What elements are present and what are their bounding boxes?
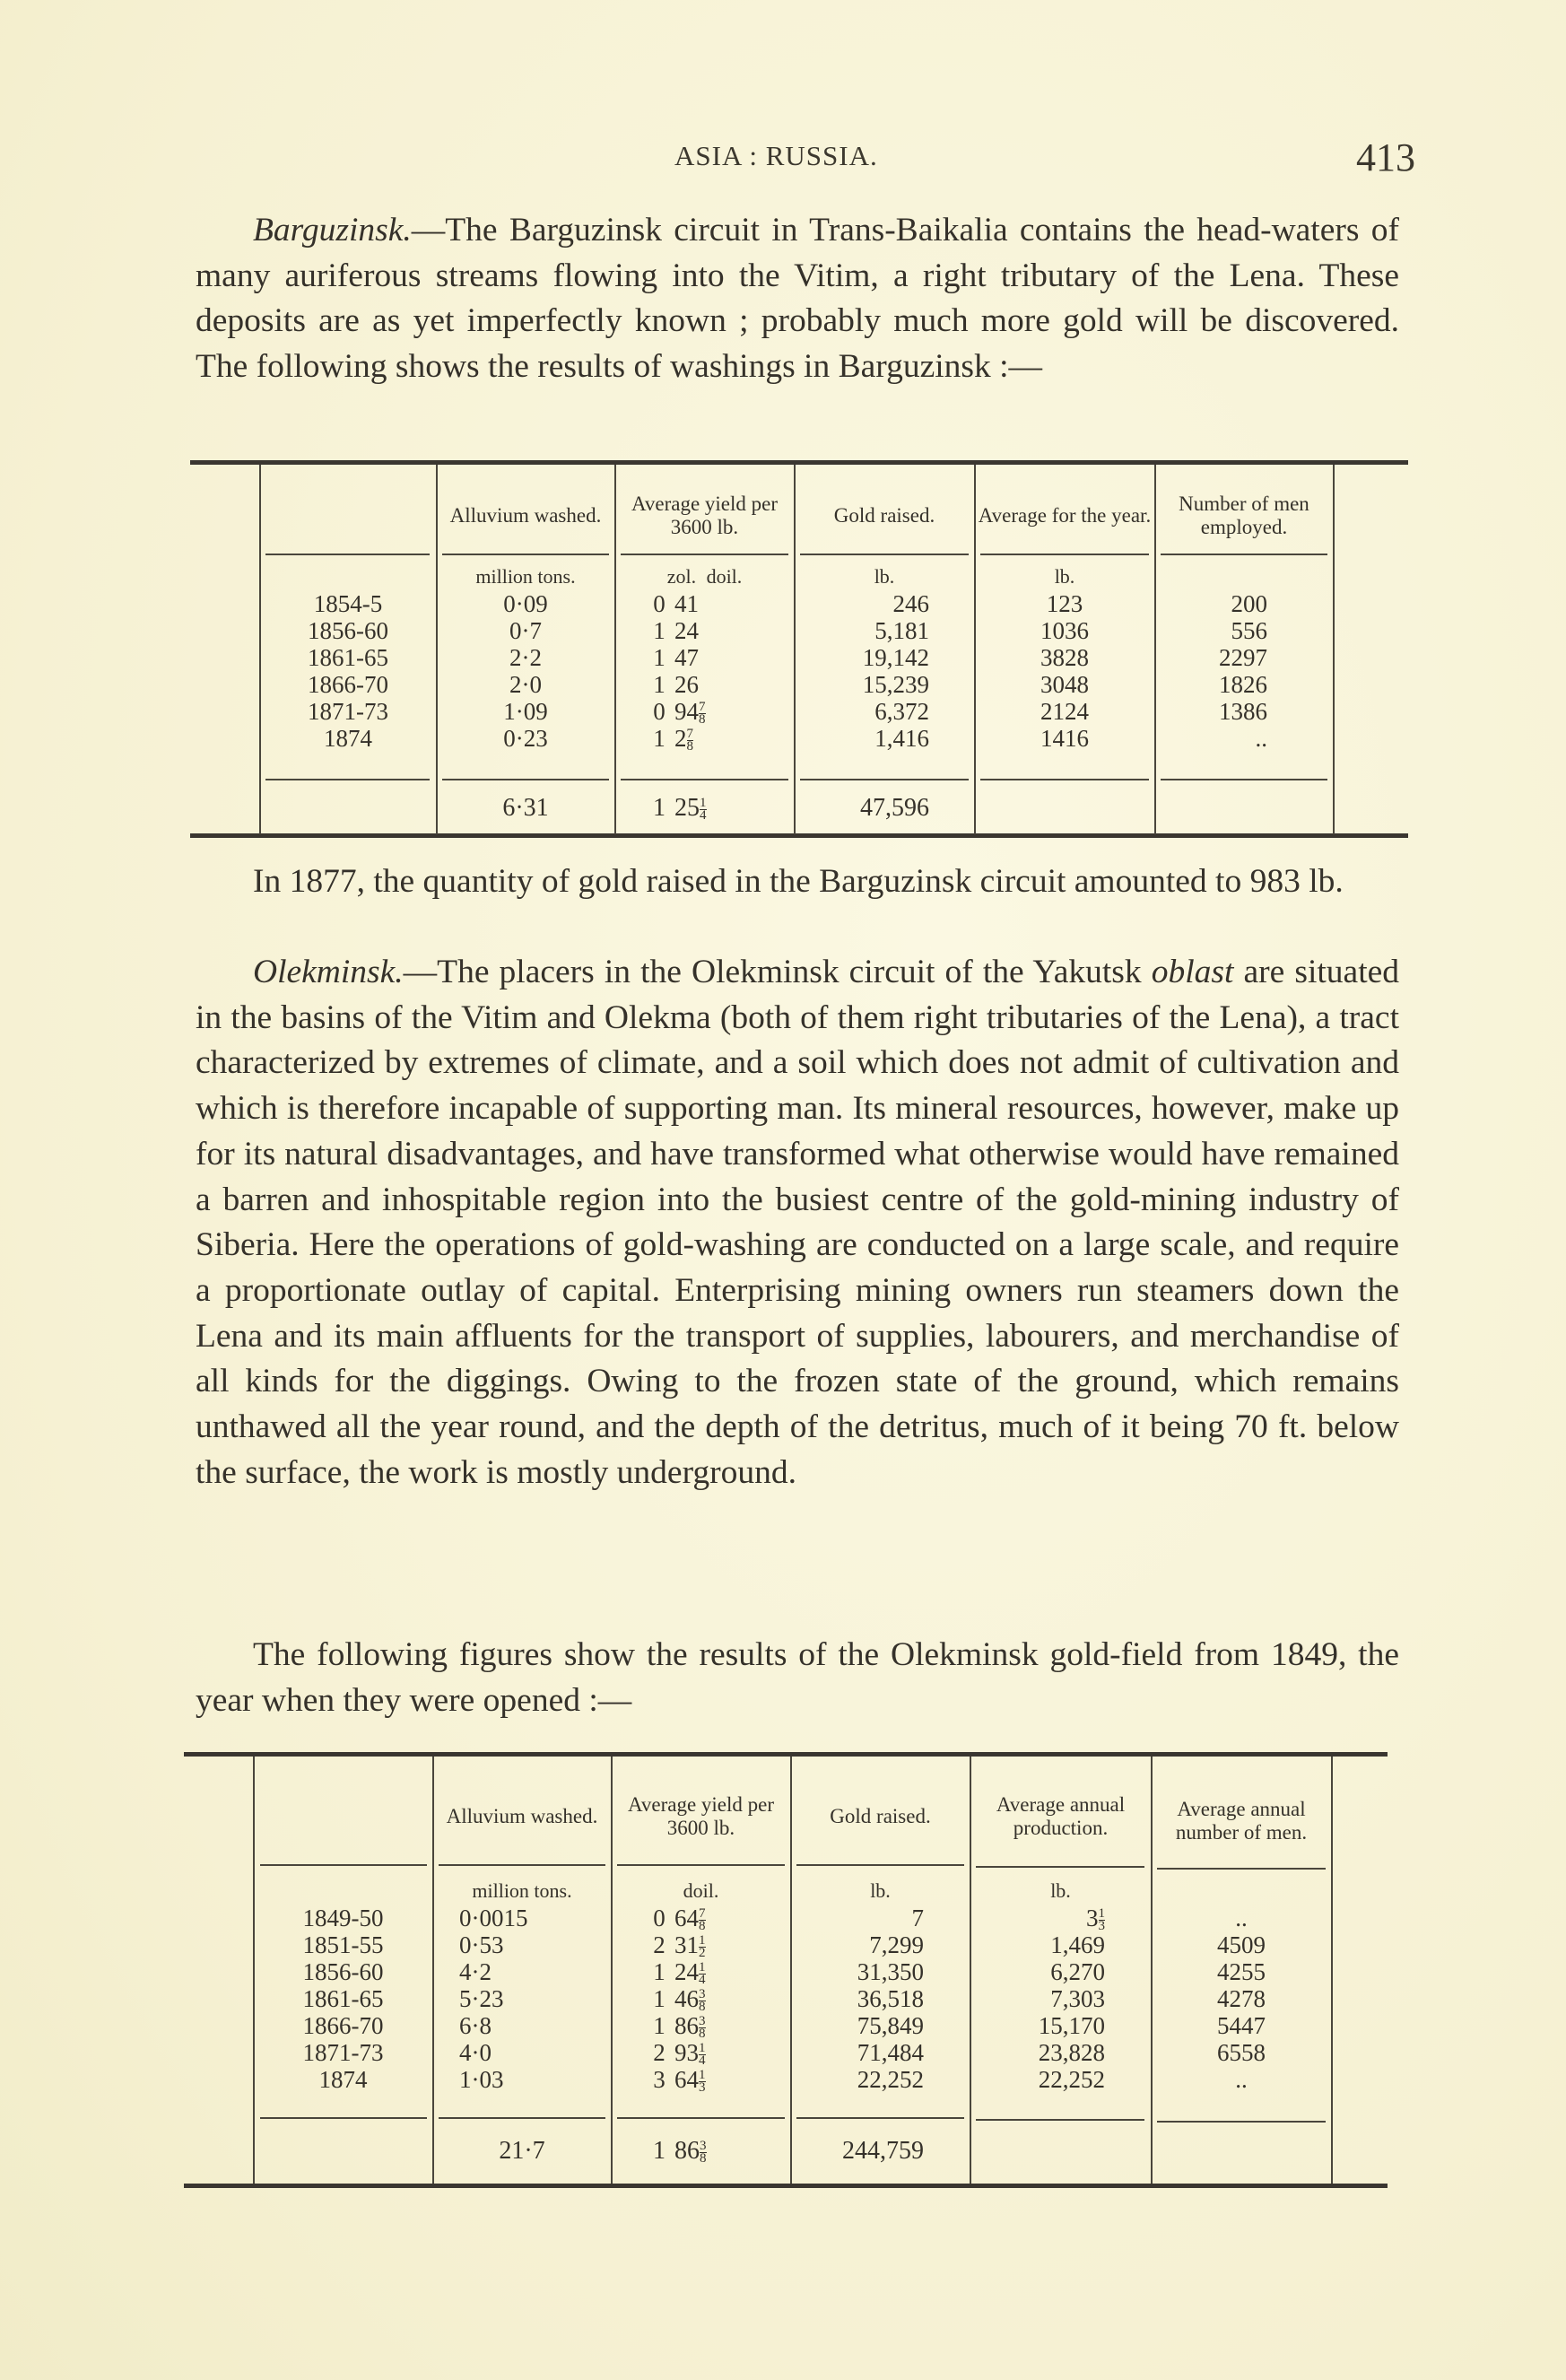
cell-average: 3828: [1040, 644, 1089, 671]
total-rule: [980, 779, 1149, 780]
cell-gold: 75,849: [857, 2012, 924, 2039]
cell-average: 2124: [1040, 698, 1089, 725]
cell-period: 1856-60: [302, 1958, 384, 1985]
fraction: $\frac{1}{4}$: [699, 2041, 706, 2069]
cell-men: ..: [1255, 725, 1267, 752]
header-rule: [976, 1866, 1144, 1868]
header-rule: [621, 554, 788, 555]
unit-gold: lb.: [870, 1879, 891, 1902]
cell-average: 1,469: [1050, 1931, 1105, 1958]
unit-average: lb.: [1054, 565, 1075, 588]
paragraph-1877: [196, 859, 1399, 905]
fraction: $\frac{7}{8}$: [699, 1906, 706, 1934]
cell-average: 3 $\frac{1}{3}$: [1086, 1905, 1105, 1934]
column-header-average-production: Average annual production.: [996, 1793, 1126, 1839]
running-head-title: ASIA : RUSSIA.: [674, 140, 878, 171]
unit-yield: doil.: [683, 1879, 719, 1902]
column-header-gold-raised: Gold raised.: [830, 1805, 931, 1827]
cell-average: 3048: [1040, 671, 1089, 698]
total-gold: 47,596: [860, 794, 929, 822]
cell-period: 1849-50: [302, 1905, 384, 1931]
column-alluvium: [459, 1905, 607, 2093]
cell-average: 1416: [1040, 725, 1089, 752]
total-rule: [800, 779, 969, 780]
cell-gold: 6,372: [874, 698, 929, 725]
cell-alluvium: 2·0: [509, 671, 542, 698]
cell-yield: 0 41: [653, 590, 699, 617]
column-divider: [1333, 465, 1335, 834]
column-header-alluvium: Alluvium washed.: [446, 1805, 598, 1827]
total-alluvium: 21·7: [499, 2137, 545, 2165]
total-rule: [265, 779, 430, 780]
cell-period: 1861-65: [308, 644, 388, 671]
fraction: $\frac{7}{8}$: [686, 727, 693, 754]
italic-term: oblast: [1151, 954, 1234, 990]
header-rule: [1157, 1868, 1326, 1870]
column-men: [1155, 590, 1267, 752]
cell-period: 1861-65: [302, 1985, 384, 2012]
cell-period: 1874: [318, 2066, 368, 2093]
cell-average: 7,303: [1050, 1985, 1105, 2012]
fraction: $\frac{3}{8}$: [699, 2014, 706, 2042]
cell-alluvium: 0·23: [503, 725, 548, 752]
unit-yield: zol. doil.: [666, 565, 743, 588]
table-bottom-rule: [190, 833, 1408, 838]
total-yield: 1 86 $\frac{3}{8}$: [653, 2137, 707, 2166]
column-yield: [644, 1905, 787, 2096]
column-alluvium: [437, 590, 614, 752]
cell-yield: 1 86 $\frac{3}{8}$: [653, 2012, 706, 2042]
cell-alluvium: 0·0015: [459, 1905, 528, 1931]
header-rule: [800, 554, 969, 555]
header-rule: [260, 1864, 427, 1866]
column-yield: [644, 590, 787, 752]
cell-average: 22,252: [1038, 2066, 1105, 2093]
paragraph-text: are situated in the basins of the Vitim and Olekma (both of them right tributaries of the Lena), a tract characterized by extremes of climate, and a soil which does not admit of cultivation and which is therefore incapable of supporting man. Its mineral resources, however, make up for its natural disadvantages, and have transformed what otherwise would have remained a barren and inhospitable region into the busiest centre of the gold-mining industry of Siberia. Here the operations of gold-washing are conducted on a large scale, and require a proportionate outlay of capital. Enterprising mining owners run steamers down the Lena and its main affluents for the transport of supplies, labourers, and merchandise of all kinds for the diggings. Owing to the frozen state of the ground, which remains unthawed all the year round, and the depth of the detritus, much of it being 70 ft. below the surface, the work is mostly underground.: [196, 954, 1400, 1491]
running-head: [0, 135, 1566, 188]
cell-alluvium: 4·0: [459, 2039, 492, 2066]
column-header-alluvium: Alluvium washed.: [449, 504, 602, 527]
paragraph-text: —The Barguzinsk circuit in Trans-Baikalia contains the head-waters of many auriferous streams flowing into the Vitim, a right tributary of the Lena. These deposits are as yet imperfectly known ; probably much more gold will be discovered. The following shows the results of washings in Barguzinsk :—: [196, 212, 1399, 386]
cell-men: 556: [1231, 617, 1267, 644]
cell-yield: 1 24: [653, 617, 699, 644]
cell-average: 23,828: [1038, 2039, 1105, 2066]
cell-alluvium: 5·23: [459, 1985, 504, 2012]
header-rule: [796, 1864, 964, 1866]
column-header-average: Average for the year.: [978, 504, 1152, 527]
paragraph-text: —The placers in the Olekminsk circuit of the Yakutsk: [403, 954, 1152, 990]
total-rule: [621, 779, 788, 780]
cell-yield: 0 94 $\frac{7}{8}$: [653, 698, 706, 728]
paragraph-following-figures: [196, 1633, 1399, 1723]
cell-men: 6558: [1217, 2039, 1266, 2066]
cell-average: 123: [1046, 590, 1083, 617]
cell-men: 4278: [1217, 1985, 1266, 2012]
cell-period: 1874: [324, 725, 372, 752]
cell-period: 1871-73: [308, 698, 388, 725]
cell-average: 1036: [1040, 617, 1089, 644]
cell-gold: 31,350: [857, 1958, 924, 1985]
total-rule: [976, 2119, 1144, 2121]
total-rule: [1161, 779, 1327, 780]
cell-period: 1866-70: [302, 2012, 384, 2039]
table-bottom-rule: [184, 2184, 1388, 2188]
cell-men: 5447: [1217, 2012, 1266, 2039]
cell-yield: 0 64 $\frac{7}{8}$: [653, 1905, 706, 1934]
total-alluvium: 6·31: [502, 794, 549, 822]
cell-men: 200: [1231, 590, 1267, 617]
total-rule: [260, 2117, 427, 2119]
cell-gold: 7,299: [869, 1931, 924, 1958]
cell-gold: 1,416: [874, 725, 929, 752]
cell-yield: 3 64 $\frac{1}{3}$: [653, 2066, 706, 2096]
header-rule: [265, 554, 430, 555]
cell-men: 4509: [1217, 1931, 1266, 1958]
cell-alluvium: 2·2: [509, 644, 542, 671]
column-average: [975, 590, 1154, 752]
cell-yield: 1 46 $\frac{3}{8}$: [653, 1985, 706, 2015]
cell-alluvium: 1·03: [459, 2066, 504, 2093]
cell-yield: 1 26: [653, 671, 699, 698]
fraction: $\frac{7}{8}$: [699, 700, 706, 728]
column-header-yield: Average yield per 3600 lb.: [627, 1793, 775, 1839]
cell-gold: 5,181: [874, 617, 929, 644]
cell-gold: 7: [911, 1905, 924, 1931]
fraction: $\frac{1}{2}$: [699, 1933, 706, 1961]
column-gold-raised: [795, 590, 929, 752]
total-gold: 244,759: [842, 2137, 924, 2165]
cell-yield: 1 24 $\frac{1}{4}$: [653, 1958, 706, 1988]
column-header-yield: Average yield per 3600 lb.: [631, 493, 779, 538]
cell-men: ..: [1235, 2066, 1248, 2093]
column-period: [254, 1905, 432, 2093]
cell-yield: 1 47: [653, 644, 699, 671]
cell-alluvium: 0·7: [509, 617, 542, 644]
unit-alluvium: million tons.: [472, 1879, 572, 1902]
total-yield: 1 25 $\frac{1}{4}$: [653, 794, 707, 824]
column-divider: [1331, 1757, 1333, 2184]
cell-alluvium: 6·8: [459, 2012, 492, 2039]
cell-yield: 2 31 $\frac{1}{2}$: [653, 1931, 706, 1961]
column-gold-raised: [791, 1905, 924, 2093]
header-rule: [439, 1864, 605, 1866]
fraction: $\frac{1}{4}$: [700, 796, 707, 824]
cell-period: 1851-55: [302, 1931, 384, 1958]
cell-men: 1386: [1219, 698, 1267, 725]
cell-average: 15,170: [1038, 2012, 1105, 2039]
unit-gold: lb.: [874, 565, 895, 588]
column-period: [260, 590, 436, 752]
paragraph-barguzinsk: [196, 208, 1399, 390]
cell-gold: 246: [892, 590, 929, 617]
header-rule: [980, 554, 1149, 555]
fraction: $\frac{3}{8}$: [700, 2139, 707, 2166]
column-average-men: [1152, 1905, 1331, 2093]
cell-alluvium: 0·09: [503, 590, 548, 617]
total-rule: [439, 2117, 605, 2119]
table-top-rule: [190, 460, 1408, 465]
section-lead-olekminsk: Olekminsk.: [253, 954, 404, 990]
cell-period: 1871-73: [302, 2039, 384, 2066]
cell-period: 1856-60: [308, 617, 388, 644]
cell-gold: 19,142: [862, 644, 929, 671]
column-header-average-men: Average annual number of men.: [1175, 1798, 1308, 1844]
cell-alluvium: 1·09: [503, 698, 548, 725]
cell-gold: 36,518: [857, 1985, 924, 2012]
header-rule: [1161, 554, 1327, 555]
cell-gold: 15,239: [862, 671, 929, 698]
total-rule: [617, 2117, 785, 2119]
cell-average: 6,270: [1050, 1958, 1105, 1985]
table-top-rule: [184, 1752, 1388, 1757]
total-rule: [442, 779, 609, 780]
header-rule: [617, 1864, 785, 1866]
cell-alluvium: 4·2: [459, 1958, 492, 1985]
paragraph-olekminsk: [196, 950, 1399, 1495]
paragraph-text: In 1877, the quantity of gold raised in the Barguzinsk circuit amounted to 983 lb.: [253, 863, 1344, 900]
page-number: 413: [1356, 135, 1415, 179]
fraction: $\frac{1}{3}$: [699, 2068, 706, 2096]
total-rule: [796, 2117, 964, 2119]
cell-men: 2297: [1219, 644, 1267, 671]
paragraph-text: The following figures show the results of the Olekminsk gold-field from 1849, the year when they were opened :—: [196, 1636, 1399, 1719]
fraction: $\frac{1}{4}$: [699, 1960, 706, 1988]
cell-period: 1866-70: [308, 671, 388, 698]
unit-alluvium: million tons.: [475, 565, 576, 588]
cell-yield: 2 93 $\frac{1}{4}$: [653, 2039, 706, 2069]
column-average-production: [970, 1905, 1105, 2093]
column-header-gold-raised: Gold raised.: [833, 504, 935, 527]
cell-period: 1854-5: [313, 590, 383, 617]
cell-men: ..: [1235, 1905, 1248, 1931]
section-lead-barguzinsk: Barguzinsk.: [253, 212, 412, 248]
fraction: $\frac{1}{3}$: [1098, 1906, 1105, 1934]
cell-gold: 22,252: [857, 2066, 924, 2093]
cell-yield: 1 2 $\frac{7}{8}$: [653, 725, 693, 754]
cell-men: 1826: [1219, 671, 1267, 698]
unit-average: lb.: [1050, 1879, 1071, 1902]
total-rule: [1157, 2121, 1326, 2123]
cell-alluvium: 0·53: [459, 1931, 504, 1958]
header-rule: [442, 554, 609, 555]
cell-men: 4255: [1217, 1958, 1266, 1985]
fraction: $\frac{3}{8}$: [699, 1987, 706, 2015]
cell-gold: 71,484: [857, 2039, 924, 2066]
column-header-men: Number of men employed.: [1179, 493, 1309, 538]
